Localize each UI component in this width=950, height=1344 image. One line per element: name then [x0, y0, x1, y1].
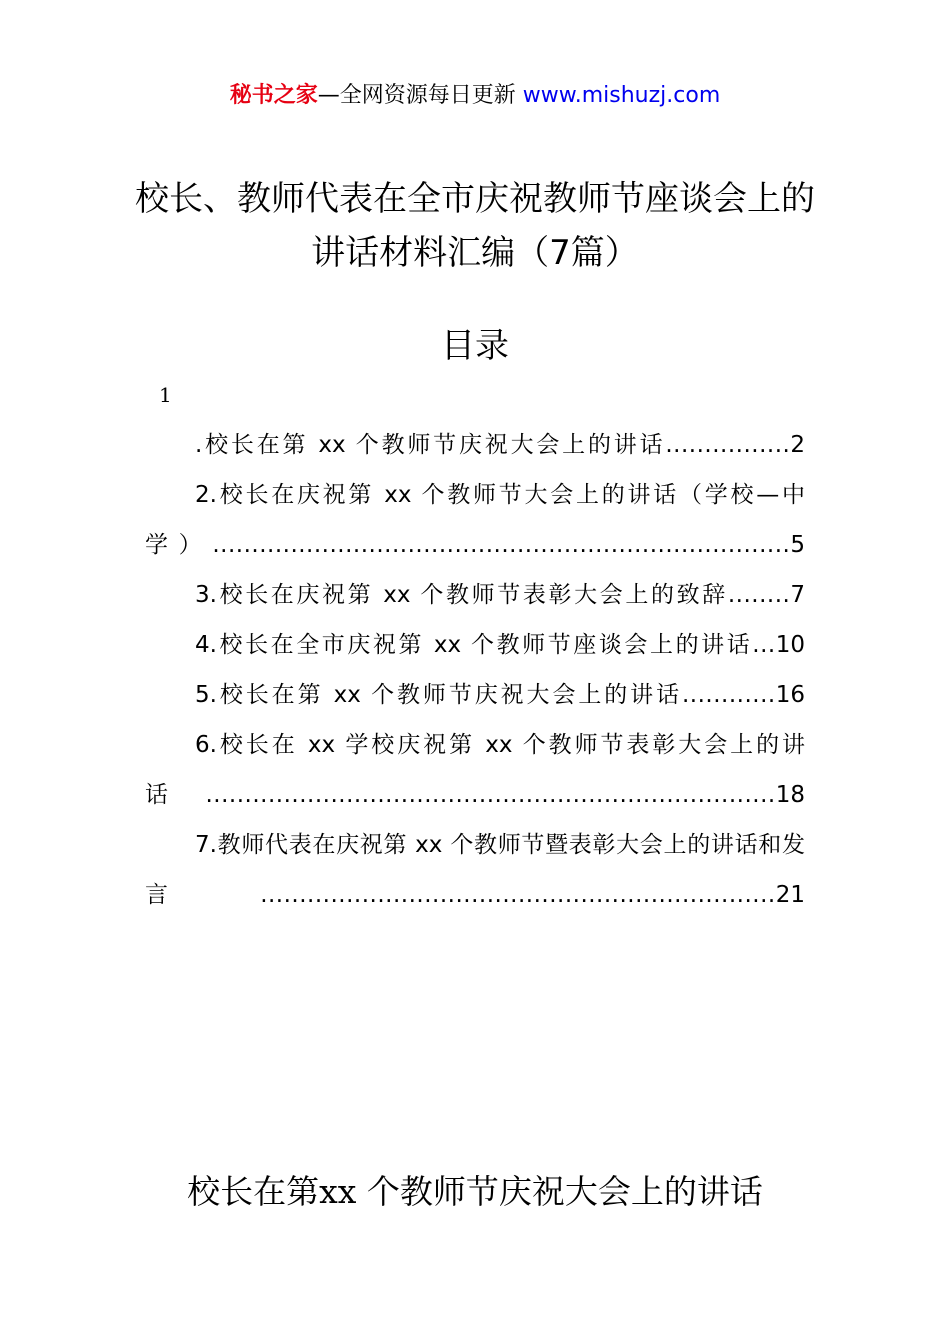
toc-leader-dots: .........................................................................: [205, 782, 776, 808]
page-marker: 1: [159, 383, 172, 407]
toc-heading: 目录: [441, 326, 509, 366]
toc-entry-1[interactable]: [145, 420, 805, 470]
document-title: 校长、教师代表在全市庆祝教师节座谈会上的讲话材料汇编（7篇）: [135, 179, 815, 273]
table-of-contents: [145, 420, 805, 920]
toc-leader-dots: ...: [752, 632, 776, 658]
toc-entry-text: 7.教师代表在庆祝第 xx 个教师节暨表彰大会上的讲话和发言: [145, 832, 805, 908]
toc-entry-6[interactable]: [145, 720, 805, 820]
toc-entry-text: 6.校长在 xx 学校庆祝第 xx 个教师节表彰大会上的讲话: [145, 732, 805, 808]
brand-name: 秘书之家: [229, 83, 318, 108]
section-title: [0, 1166, 950, 1218]
toc-entry-4[interactable]: [145, 620, 805, 670]
toc-page-number: 21: [775, 882, 805, 908]
toc-leader-dots: ........: [727, 582, 791, 608]
toc-leader-dots: ............: [681, 682, 776, 708]
section-title-suffix: 个教师节庆祝大会上的讲话: [366, 1172, 763, 1211]
toc-entry-text: 5.校长在第 xx 个教师节庆祝大会上的讲话: [195, 682, 682, 708]
toc-entry-text: 2.校长在庆祝第 xx 个教师节大会上的讲话（学校—中学）: [145, 482, 805, 558]
toc-entry-text: 4.校长在全市庆祝第 xx 个教师节座谈会上的讲话: [195, 632, 753, 658]
toc-page-number: 10: [775, 632, 805, 658]
toc-page-number: 5: [790, 532, 805, 558]
toc-entry-text: 3.校长在庆祝第 xx 个教师节表彰大会上的致辞: [195, 582, 728, 608]
toc-leader-dots: ..........................................................................: [212, 532, 791, 558]
toc-leader-dots: ..................................................................: [260, 882, 776, 908]
site-url-link[interactable]: www.mishuzj.com: [522, 83, 721, 108]
toc-page-number: 18: [775, 782, 805, 808]
banner-tagline: —全网资源每日更新: [317, 83, 516, 108]
section-title-latin: xx: [319, 1172, 357, 1211]
site-banner: [0, 80, 950, 112]
toc-entry-5[interactable]: [145, 670, 805, 720]
toc-entry-3[interactable]: [145, 570, 805, 620]
toc-leader-dots: ................: [665, 432, 791, 458]
section-title-prefix: 校长在第: [187, 1172, 320, 1211]
toc-page-number: 16: [775, 682, 805, 708]
toc-page-number: 7: [790, 582, 805, 608]
toc-page-number: 2: [790, 432, 805, 458]
toc-entry-text: .校长在第 xx 个教师节庆祝大会上的讲话: [195, 432, 666, 458]
toc-entry-2[interactable]: [145, 470, 805, 570]
toc-entry-7[interactable]: [145, 820, 805, 920]
